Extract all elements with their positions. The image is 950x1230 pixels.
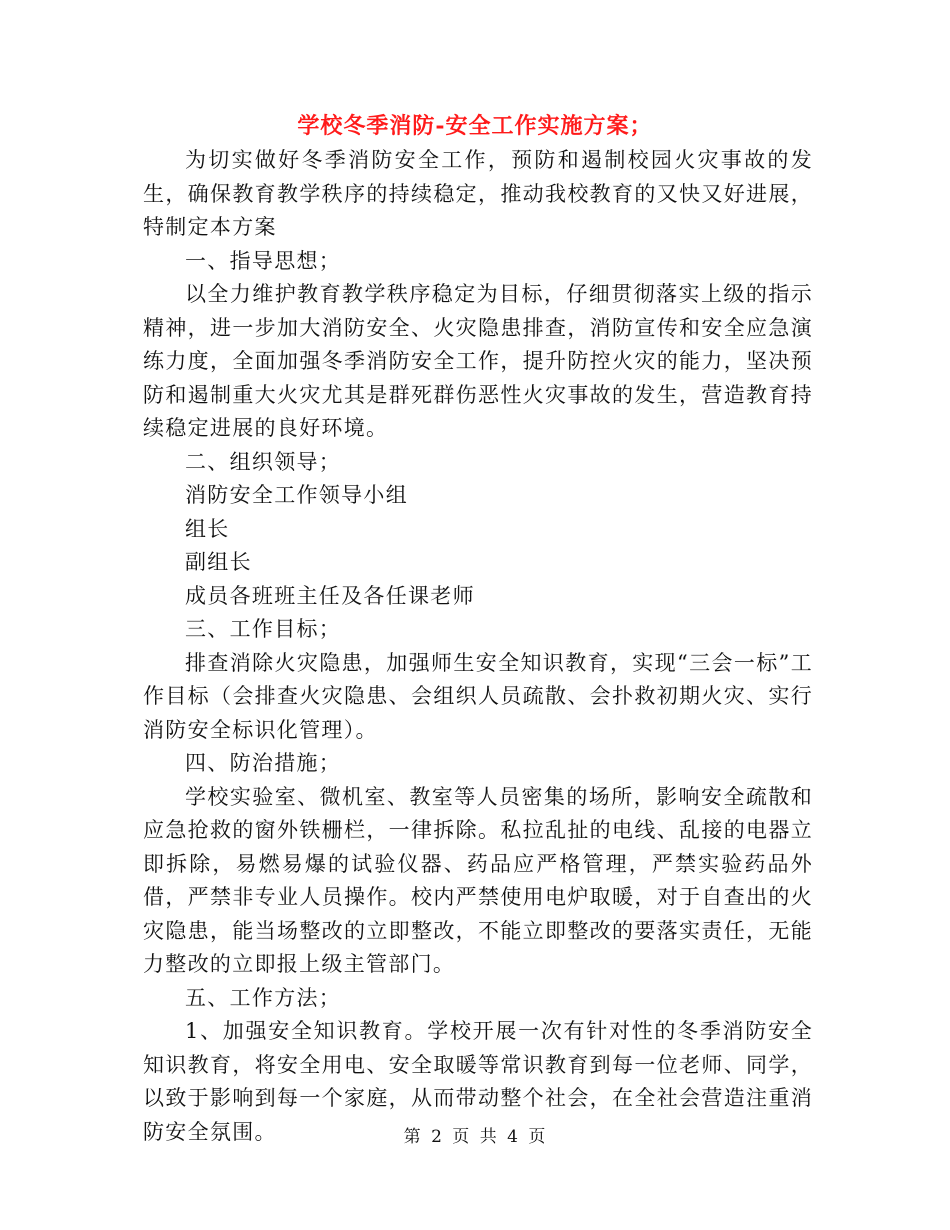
page-number-footer: 第 2 页 共 4 页 <box>403 1127 547 1147</box>
goals-paragraph: 排查消除火灾隐患，加强师生安全知识教育，实现“三会一标”工作目标（会排查火灾隐患、会组织人员疏散、会扑救初期火灾、实行消防安全标识化管理）。 <box>143 650 813 742</box>
document-body <box>143 144 813 1149</box>
section-heading-goals: 三、工作目标； <box>185 617 342 641</box>
section-heading-methods: 五、工作方法； <box>185 985 342 1010</box>
section-heading-organization: 二、组织领导； <box>185 449 342 474</box>
section-heading-guiding-ideology: 一、指导思想； <box>185 248 342 273</box>
members-line: 成员各班班主任及各任课老师 <box>185 583 475 608</box>
group-leader-line: 组长 <box>185 516 230 541</box>
measures-paragraph: 学校实验室、微机室、教室等人员密集的场所，影响安全疏散和应急抢救的窗外铁栅栏，一律拆除。私拉乱扯的电线、乱接的电器立即拆除，易燃易爆的试验仪器、药品应严格管理，严禁实验药品外借，严禁非专业人员操作。校内严禁使用电炉取暖，对于自查出的火灾隐患，能当场整改的立即整改，不能立即整改的要落实责任，无能力整改的立即报上级主管部门。 <box>143 784 813 976</box>
deputy-leader-line: 副组长 <box>185 550 252 574</box>
methods-paragraph: 1、加强安全知识教育。学校开展一次有针对性的冬季消防安全知识教育，将安全用电、安全取暖等常识教育到每一位老师、同学，以致于影响到每一个家庭，从而带动整个社会，在全社会营造注重消防安全氛围。 <box>143 1019 813 1144</box>
guiding-ideology-paragraph: 以全力维护教育教学秩序稳定为目标，仔细贯彻落实上级的指示精神，进一步加大消防安全、火灾隐患排查，消防宣传和安全应急演练力度，全面加强冬季消防安全工作，提升防控火灾的能力，坚决预防和遏制重大火灾尤其是群死群伤恶性火灾事故的发生，营造教育持续稳定进展的良好环境。 <box>143 282 813 440</box>
intro-paragraph: 为切实做好冬季消防安全工作，预防和遏制校园火灾事故的发生，确保教育教学秩序的持续稳定，推动我校教育的又快又好进展，特制定本方案 <box>143 148 813 239</box>
leadership-group-line: 消防安全工作领导小组 <box>185 483 408 507</box>
document-title: 学校冬季消防-安全工作实施方案； <box>297 113 653 139</box>
section-heading-measures: 四、防治措施； <box>185 751 342 775</box>
